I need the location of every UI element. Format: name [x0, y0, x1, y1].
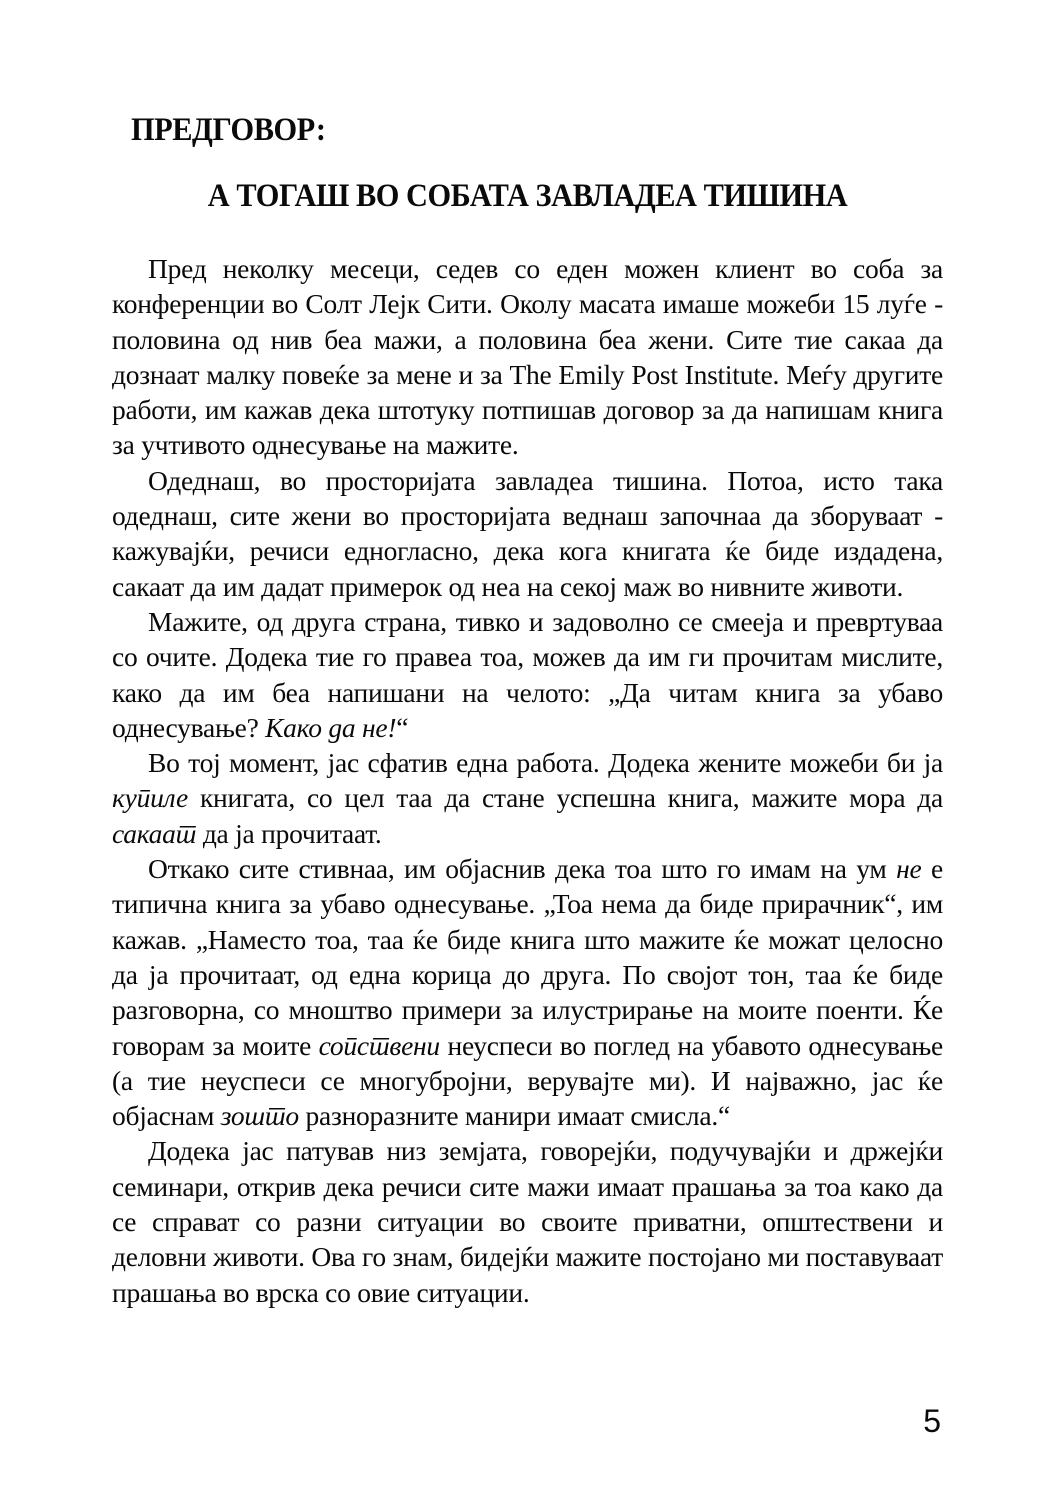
- page-number: 5: [923, 1403, 941, 1439]
- paragraph: [112, 463, 943, 604]
- text-run: Одеднаш, во просторијата завладеа тишина. Потоа, исто така одеднаш, сите жени во просторијата веднаш започнаа да зборуваат - кажувајќи, речиси едногласно, дека кога книгата ќе биде издадена, сакаат да им дадат примерок од неа на секој маж во нивните животи.: [112, 464, 943, 602]
- paragraph: [112, 745, 943, 851]
- preface-heading: ПРЕДГОВОР:: [131, 112, 326, 148]
- paragraph: [112, 604, 943, 745]
- text-run: “: [396, 711, 409, 743]
- text-run: Во тој момент, јас сфатив една работа. Додека жените можеби би ја: [148, 747, 943, 779]
- text-run: разноразните манири имаат смисла.“: [298, 1100, 730, 1132]
- text-run: Откако сите стивнаа, им објаснив дека тоа што го имам на ум: [148, 853, 897, 885]
- italic-text: Како да не!: [265, 711, 397, 743]
- text-run: да ја прочитаат.: [196, 817, 382, 849]
- paragraph: [112, 1133, 943, 1309]
- chapter-title: [112, 178, 943, 215]
- italic-text: зошто: [220, 1100, 299, 1132]
- text-run: Додека јас патував низ земјата, говорејќи, подучувајќи и држејќи семинари, открив дека речиси сите мажи имаат прашања за тоа како да се справат со разни ситуации во своите приватни, општествени и деловни животи. Ова го знам, бидејќи мажите постојано ми поставуваат прашања во врска со овие ситуации.: [112, 1135, 943, 1308]
- chapter-title-text: А ТОГАШ ВО СОБАТА ЗАВЛАДЕА ТИШИНА: [207, 178, 848, 214]
- text-run: Мажите, од друга страна, тивко и задоволно се смееја и превртуваа со очите. Додека тие го правеа тоа, можев да им ги прочитам мислите, како да им беа напишани на челото: „Да читам книга за убаво однесување?: [112, 605, 943, 743]
- italic-text: не: [896, 853, 922, 885]
- text-run: неуспеси во поглед на убавото однесување (а тие неуспеси се многубројни, верувајте ми). И најважно, јас ќе објаснам: [112, 1029, 943, 1132]
- paragraph: [112, 851, 943, 1133]
- text-run: е типична книга за убаво однесување. „Тоа нема да биде прирачник“, им кажав. „Наместо тоа, таа ќе биде книга што мажите ќе можат целосно да ја прочитаат, од една корица до друга. По својот тон, таа ќе биде разговорна, со мноштво примери за илустрирање на моите поенти. Ќе говорам за моите: [112, 853, 943, 1061]
- italic-text: сопствени: [318, 1029, 440, 1061]
- text-run: книгата, со цел таа да стане успешна книга, мажите мора да: [187, 782, 943, 814]
- italic-text: сакаат: [112, 817, 197, 849]
- paragraph: [112, 251, 943, 463]
- text-run: Пред неколку месеци, седев со еден можен клиент во соба за конференции во Солт Лејк Сити. Околу масата имаше можеби 15 луѓе - половина од нив беа мажи, а половина беа жени. Сите тие сакаа да дознаат малку повеќе за мене и за The Emily Post Institute. Меѓу другите работи, им кажав дека штотуку потпишав договор за да напишам книга за учтивото однесување на мажите.: [112, 253, 943, 461]
- body-text: [112, 251, 943, 1310]
- italic-text: купиле: [112, 782, 188, 814]
